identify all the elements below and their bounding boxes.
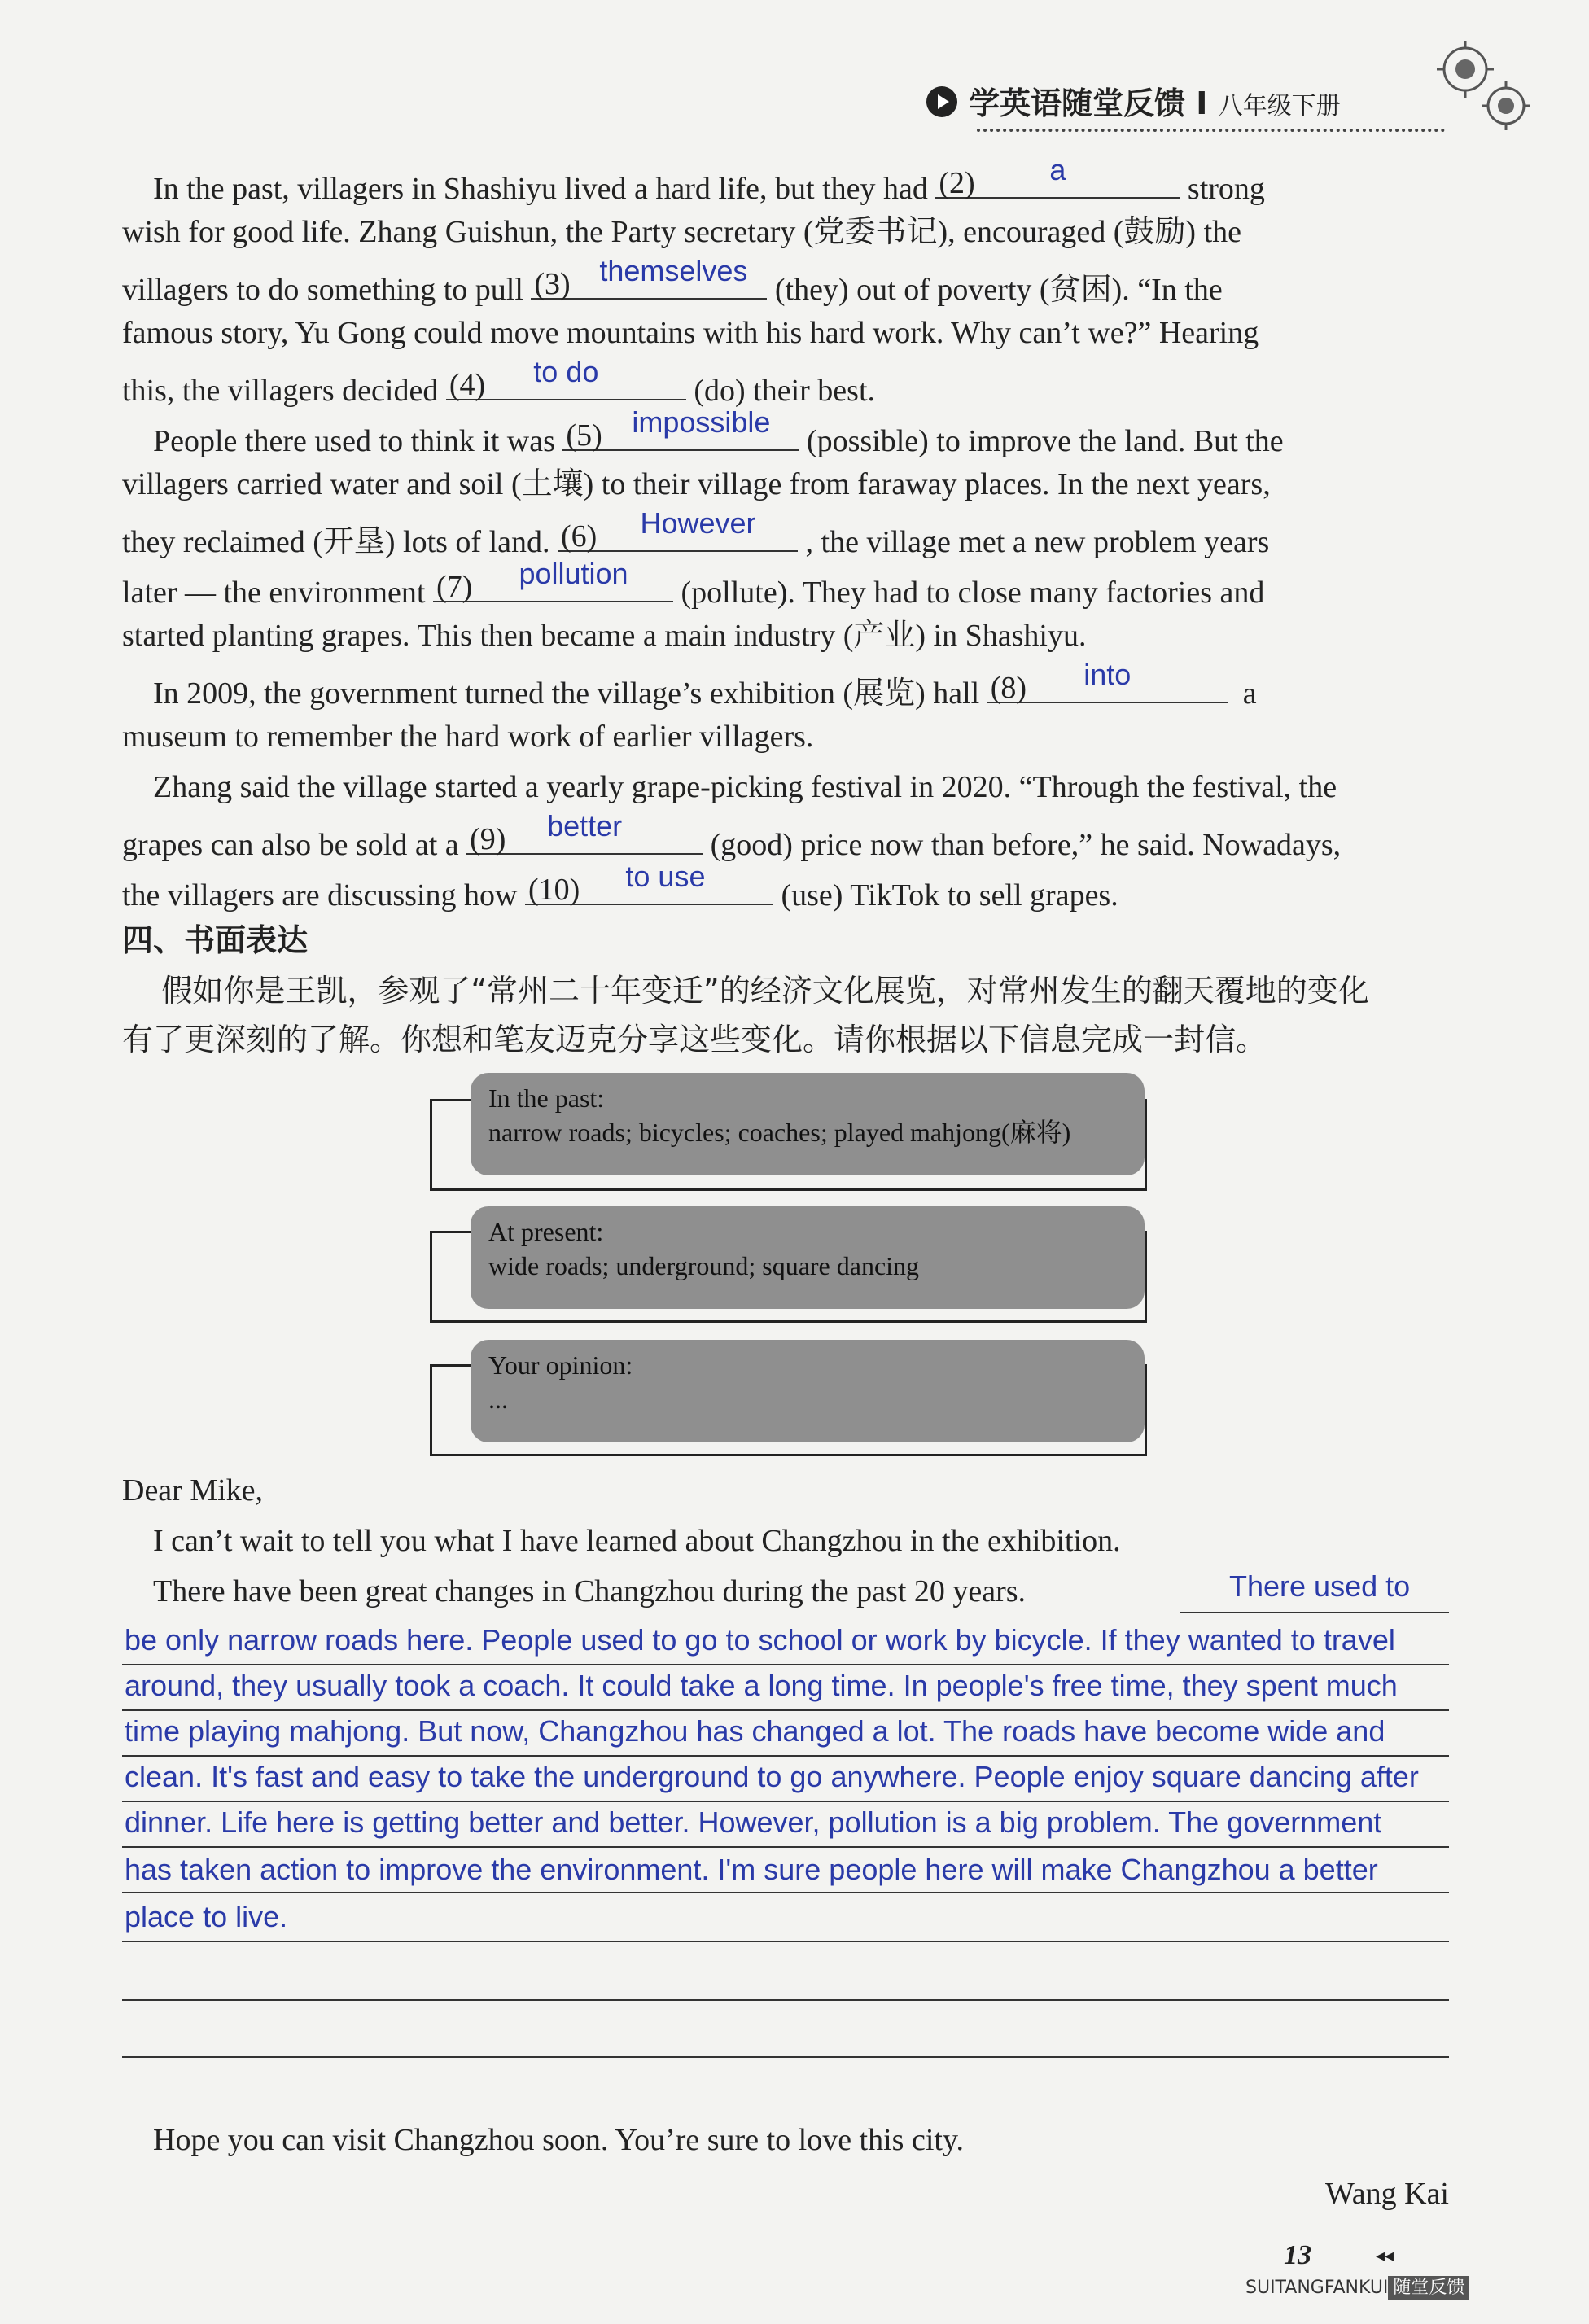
text-line: famous story, Yu Gong could move mountains with his hard work. Why can’t we?” Hearing <box>122 316 1259 350</box>
blank-8[interactable]: (8) into <box>987 661 1228 703</box>
text-line: this, the villagers decided (4) to do (do) their best. <box>122 355 875 408</box>
writing-rule <box>122 1801 1449 1802</box>
letter-closing: Hope you can visit Changzhou soon. You’re sure to love this city. <box>153 2123 964 2157</box>
info-box-present <box>471 1206 1145 1309</box>
page-number: 13 <box>1284 2240 1311 2270</box>
info-box-opinion <box>471 1340 1145 1442</box>
grade-label: 八年级下册 <box>1218 92 1341 120</box>
writing-rule <box>122 1892 1449 1893</box>
text-line: In the past, villagers in Shashiyu lived a hard life, but they had (2) a strong <box>153 153 1265 206</box>
info-box-content: narrow roads; bicycles; coaches; played mahjong(麻将) <box>488 1118 1071 1147</box>
info-box-past <box>471 1073 1145 1175</box>
text-line: wish for good life. Zhang Guishun, the Party secretary (党委书记), encouraged (鼓励) the <box>122 215 1242 249</box>
blank-4[interactable]: (4) to do <box>446 358 686 400</box>
play-icon <box>926 86 957 117</box>
blank-3[interactable]: (3) themselves <box>531 257 767 300</box>
text-line: museum to remember the hard work of earlier villagers. <box>122 720 814 754</box>
writing-rule <box>1180 1612 1449 1613</box>
info-box-content: wide roads; underground; square dancing <box>488 1251 920 1280</box>
page-header <box>969 78 1341 123</box>
essay-line: clean. It's fast and easy to take the underground to go anywhere. People enjoy square dancing after <box>125 1760 1419 1793</box>
text-line: the villagers are discussing how (10) to use (use) TikTok to sell grapes. <box>122 860 1118 913</box>
writing-rule <box>122 1846 1449 1848</box>
arrow-icon: ◂◂ <box>1376 2245 1394 2265</box>
blank-10[interactable]: (10) to use <box>525 863 773 905</box>
text-line: villagers carried water and soil (土壤) to their village from faraway places. In the next years, <box>122 467 1271 501</box>
header-dotted-rule <box>977 129 1445 132</box>
essay-line: There used to <box>1229 1569 1411 1603</box>
letter-line: There have been great changes in Changzhou during the past 20 years. <box>153 1574 1027 1608</box>
essay-line: dinner. Life here is getting better and better. However, pollution is a big problem. The government <box>125 1805 1382 1839</box>
essay-line: be only narrow roads here. People used to go to school or work by bicycle. If they wanted to travel <box>125 1623 1395 1657</box>
prompt-line: 有了更深刻的了解。你想和笔友迈克分享这些变化。请你根据以下信息完成一封信。 <box>122 1022 1267 1057</box>
prompt-line: 假如你是王凯，参观了“常州二十年变迁”的经济文化展览，对常州发生的翻天覆地的变化 <box>161 973 1369 1009</box>
essay-line: around, they usually took a coach. It could take a long time. In people's free time, they spent much <box>125 1669 1398 1702</box>
writing-rule <box>122 1941 1449 1942</box>
letter-line: I can’t wait to tell you what I have learned about Changzhou in the exhibition. <box>153 1524 1121 1558</box>
text-line: In 2009, the government turned the village’s exhibition (展览) hall (8) into a <box>153 658 1257 711</box>
text-line: grapes can also be sold at a (9) better (good) price now than before,” he said. Nowadays, <box>122 809 1342 862</box>
book-title: 学英语随堂反馈 <box>969 85 1186 121</box>
footer-tag: 随堂反馈 <box>1388 2276 1469 2300</box>
writing-rule <box>122 1709 1449 1711</box>
writing-rule <box>122 1755 1449 1757</box>
sunflower-decoration-icon <box>1416 33 1547 147</box>
text-line: later — the environment (7) pollution (pollute). They had to close many factories and <box>122 557 1265 610</box>
text-line: villagers to do something to pull (3) themselves (they) out of poverty (贫困). “In the <box>122 254 1223 307</box>
blank-9[interactable]: (9) better <box>466 812 703 855</box>
essay-line: time playing mahjong. But now, Changzhou has changed a lot. The roads have become wide and <box>125 1714 1385 1748</box>
section-title: 四、书面表达 <box>122 922 309 958</box>
info-box-label: At present: <box>488 1217 604 1246</box>
text-line: People there used to think it was (5) impossible (possible) to improve the land. But the <box>153 405 1284 458</box>
header-separator: I <box>1196 85 1208 121</box>
footer-brand: SUITANGFANKUI 随堂反馈 <box>1245 2274 1469 2299</box>
info-box-label: Your opinion: <box>488 1350 633 1380</box>
writing-rule <box>122 1999 1449 2001</box>
info-box-content: ... <box>488 1385 508 1414</box>
blank-5[interactable]: (5) impossible <box>562 409 799 451</box>
writing-rule <box>122 1664 1449 1665</box>
box-frame-past-top <box>430 1099 471 1101</box>
blank-6[interactable]: (6) However <box>558 510 798 552</box>
text-line: Zhang said the village started a yearly grape-picking festival in 2020. “Through the festival, the <box>153 770 1337 804</box>
letter-signature: Wang Kai <box>1324 2177 1449 2211</box>
essay-line: place to live. <box>125 1900 288 1933</box>
box-frame-opinion-top <box>430 1364 471 1367</box>
writing-rule <box>122 2056 1449 2058</box>
blank-7[interactable]: (7) pollution <box>433 560 673 602</box>
info-box-label: In the past: <box>488 1083 605 1113</box>
text-line: started planting grapes. This then became a main industry (产业) in Shashiyu. <box>122 619 1087 653</box>
box-frame-present-top <box>430 1231 471 1233</box>
text-line: they reclaimed (开垦) lots of land. (6) However , the village met a new problem years <box>122 506 1270 559</box>
blank-2[interactable]: (2) a <box>935 156 1180 199</box>
essay-line: has taken action to improve the environment. I'm sure people here will make Changzhou a better <box>125 1853 1378 1886</box>
letter-greeting: Dear Mike, <box>122 1473 264 1508</box>
